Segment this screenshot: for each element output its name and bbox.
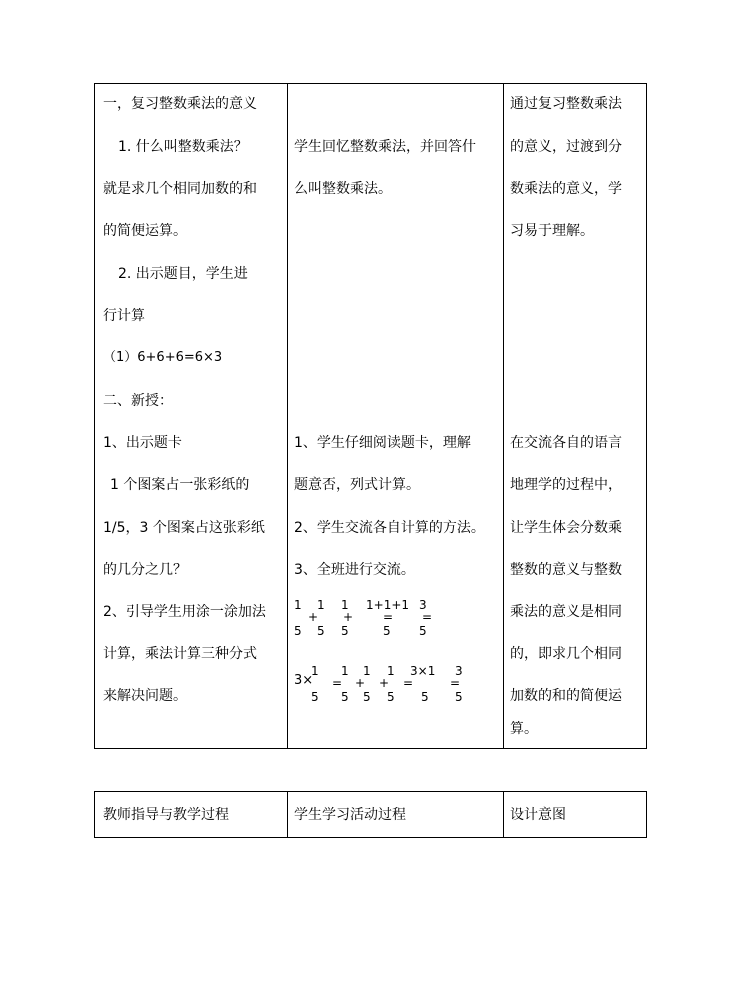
text-line: 的简便运算。 <box>103 223 187 239</box>
denominator: 5 <box>363 690 371 704</box>
header-table <box>94 791 647 838</box>
denominator: 5 <box>311 690 319 704</box>
fraction-expression-multiplication <box>288 664 503 708</box>
numerator: 1 <box>311 664 319 678</box>
denominator: 5 <box>419 624 427 638</box>
denominator: 5 <box>383 624 391 638</box>
text-line: 二、新授： <box>103 393 173 409</box>
lesson-table <box>94 83 647 749</box>
denominator: 5 <box>421 690 429 704</box>
text-line: 的几分之几？ <box>103 562 187 578</box>
header-teacher-process: 教师指导与教学过程 <box>103 807 229 823</box>
text-line: 的意义，过渡到分 <box>510 139 622 155</box>
numerator: 1+1+1 <box>366 598 410 612</box>
text-line: 来解决问题。 <box>103 688 187 704</box>
text-line: 数乘法的意义，学 <box>510 181 622 197</box>
operator: = <box>332 676 343 690</box>
column-divider <box>503 792 504 837</box>
text-line: 计算，乘法计算三种分式 <box>103 646 257 662</box>
text-line: 2、学生交流各自计算的方法。 <box>294 520 485 536</box>
numerator: 1 <box>387 664 395 678</box>
header-student-activity: 学生学习活动过程 <box>294 807 406 823</box>
text-line: 1、出示题卡 <box>103 435 182 451</box>
column-divider <box>287 792 288 837</box>
text-line: 1/5，3 个图案占这张彩纸 <box>103 520 265 536</box>
numerator: 1 <box>294 598 302 612</box>
text-line: 让学生体会分数乘 <box>510 520 622 536</box>
operator: = <box>403 676 414 690</box>
numerator: 1 <box>341 598 349 612</box>
operator: + <box>355 676 366 690</box>
denominator: 5 <box>341 690 349 704</box>
text-line: 通过复习整数乘法 <box>510 96 622 112</box>
text-line: （1）6+6+6=6×3 <box>103 350 223 365</box>
numerator: 1 <box>363 664 371 678</box>
numerator: 1 <box>317 598 325 612</box>
fraction-expression-addition <box>288 598 503 642</box>
denominator: 5 <box>341 624 349 638</box>
denominator: 5 <box>455 690 463 704</box>
denominator: 5 <box>294 624 302 638</box>
operator: = <box>422 610 433 624</box>
operator: = <box>450 676 461 690</box>
text-line: 在交流各自的语言 <box>510 435 622 451</box>
text-line: 一，复习整数乘法的意义 <box>103 96 257 112</box>
denominator: 5 <box>387 690 395 704</box>
student-column <box>288 84 503 748</box>
header-design-intent: 设计意图 <box>510 807 566 823</box>
text-line: 算。 <box>510 721 538 737</box>
operator: = <box>383 610 394 624</box>
operator: + <box>343 610 354 624</box>
text-line: 学生回忆整数乘法，并回答什 <box>294 139 476 155</box>
text-line: 地理学的过程中， <box>510 477 622 493</box>
text-line: 题意否，列式计算。 <box>294 477 420 493</box>
operator: + <box>308 610 319 624</box>
text-line: 1 个图案占一张彩纸的 <box>110 477 250 493</box>
denominator: 5 <box>317 624 325 638</box>
text-line: 整数的意义与整数 <box>510 562 622 578</box>
design-intent-column <box>504 84 647 748</box>
numerator: 1 <box>341 664 349 678</box>
text-line: 3、全班进行交流。 <box>294 562 415 578</box>
operator: + <box>379 676 390 690</box>
numerator: 3×1 <box>410 664 436 678</box>
text-line: 行计算 <box>103 308 145 324</box>
text-line: 1、学生仔细阅读题卡，理解 <box>294 435 471 451</box>
teacher-column <box>95 84 287 748</box>
text-line: 的，即求几个相同 <box>510 646 622 662</box>
text-line: 乘法的意义是相同 <box>510 604 622 620</box>
numerator: 3 <box>419 598 427 612</box>
text-line: 么叫整数乘法。 <box>294 181 392 197</box>
text-line: 2、引导学生用涂一涂加法 <box>103 604 266 620</box>
text-line: 习易于理解。 <box>510 223 594 239</box>
operator: 3× <box>294 673 314 688</box>
text-line: 就是求几个相同加数的和 <box>103 181 257 197</box>
text-line: 1. 什么叫整数乘法？ <box>118 139 248 155</box>
text-line: 加数的和的简便运 <box>510 688 622 704</box>
text-line: 2. 出示题目，学生进 <box>118 266 248 282</box>
numerator: 3 <box>455 664 463 678</box>
